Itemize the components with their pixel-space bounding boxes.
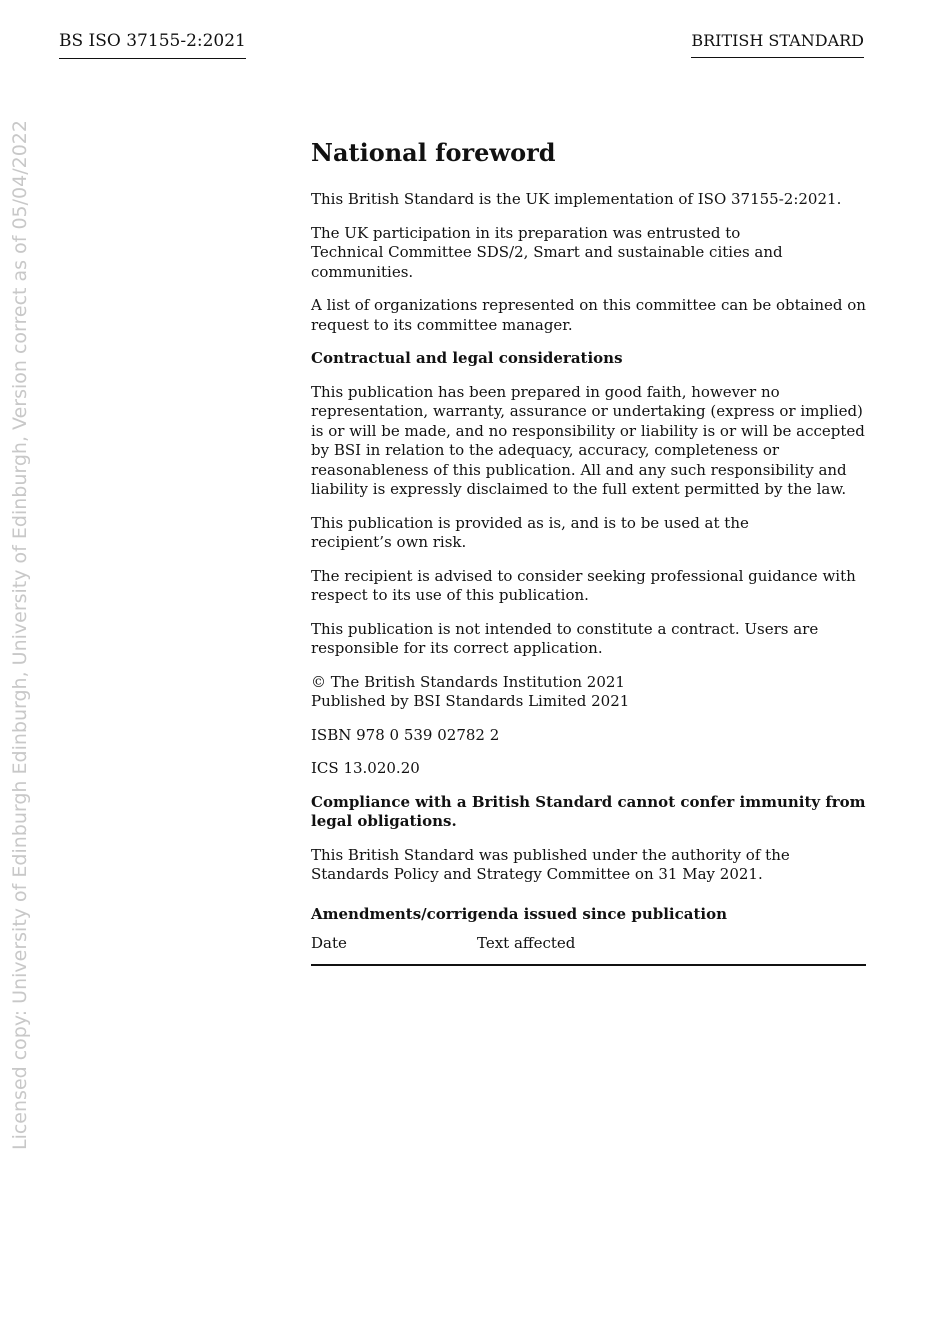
ics-line: ICS 13.020.20 [311, 759, 420, 777]
isbn-line: ISBN 978 0 539 02782 2 [311, 725, 500, 744]
participation-line-2: Technical Committee SDS/2, Smart and sustainable cities and [311, 243, 783, 261]
copyright-line: © The British Standards Institution 2021 [311, 672, 625, 691]
amendments-date-header: Date [311, 934, 347, 952]
license-watermark: Licensed copy: University of Edinburgh Edinburgh, University of Edinburgh, Version correct as of 05/04/2022 [9, 120, 31, 1150]
document-id: BS ISO 37155-2:2021 [59, 30, 246, 59]
guidance-paragraph: The recipient is advised to consider seeking professional guidance with respect to its use of this publication. [311, 566, 856, 604]
amendments-table [311, 934, 866, 966]
amendments-text-header: Text affected [477, 934, 576, 952]
committee-paragraph: A list of organizations represented on this committee can be obtained on request to its committee manager. [311, 296, 866, 334]
amendments-title: Amendments/corrigenda issued since publication [311, 904, 727, 923]
series-label: BRITISH STANDARD [691, 31, 864, 58]
good-faith-paragraph: This publication has been prepared in good faith, however no representation, warranty, assurance or undertaking (express or implied) is or will be made, and no responsibility or liability is or will be accepted by BSI in relation to the adequacy, accuracy, completeness or reasonableness of this publication. All and any such responsibility and liability is expressly disclaimed to the full extent permitted by the law. [311, 382, 865, 498]
compliance-statement: Compliance with a British Standard cannot confer immunity from legal obligations. [311, 792, 866, 830]
as-is-line-1: This publication is provided as is, and is to be used at the [311, 513, 749, 532]
contract-paragraph: This publication is not intended to constitute a contract. Users are responsible for its correct application. [311, 619, 819, 657]
participation-paragraph [311, 224, 866, 283]
participation-line-1: The UK participation in its preparation was entrusted to [311, 223, 741, 242]
publisher-line: Published by BSI Standards Limited 2021 [311, 692, 630, 710]
as-is-paragraph [311, 514, 866, 553]
participation-line-3: communities. [311, 262, 414, 281]
page-title: National foreword [311, 138, 556, 167]
copyright-block [311, 673, 866, 712]
authority-paragraph: This British Standard was published under the authority of the Standards Policy and Strategy Committee on 31 May 2021. [311, 845, 790, 883]
implementation-paragraph: This British Standard is the UK implementation of ISO 37155-2:2021. [311, 190, 842, 208]
contractual-heading: Contractual and legal considerations [311, 349, 623, 367]
as-is-line-2: recipient’s own risk. [311, 533, 467, 551]
national-foreword [311, 138, 866, 966]
